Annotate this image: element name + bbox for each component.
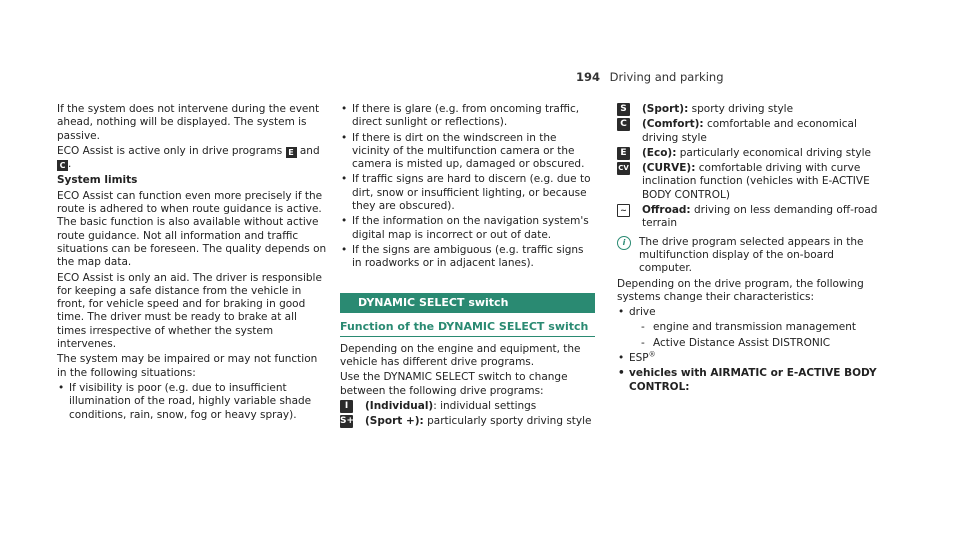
paragraph-impaired: The system may be impaired or may not function in the following situations: [57, 353, 318, 379]
mode-individual: I (Individual): individual settings [340, 400, 595, 413]
paragraph-aid: ECO Assist is only an aid. The driver is responsible for keeping a safe distance from the vehicle in front, for vehicle speed and for braking in good time. The driver must be ready to brake at all times irrespective of whether the system intervenes. [57, 271, 322, 351]
mode-desc: individual settings [440, 400, 537, 413]
paragraph-equipment: Depending on the engine and equipment, the vehicle has different drive programs. [340, 342, 581, 369]
section-banner: DYNAMIC SELECT switch [340, 293, 595, 313]
note-text: The drive program selected appears in the multifunction display of the on-board computer. [639, 235, 864, 275]
list-item: • If the information on the navigation system's digital map is incorrect or out of date. [340, 215, 595, 242]
list-item: • If the signs are ambiguous (e.g. traffic signs in roadworks or in adjacent lanes). [340, 244, 595, 271]
mode-desc: particularly economical driving style [679, 146, 871, 159]
list-item-drive: • drive - engine and transmission management - Active Distance Assist DISTRONIC [617, 306, 882, 350]
impaired-list [57, 382, 327, 422]
offroad-mode-icon: ~ [617, 204, 630, 217]
section-title: Driving and parking [609, 70, 724, 84]
mode-name: Offroad: [642, 204, 691, 217]
mode-sport [617, 103, 882, 116]
paragraph-passive: If the system does not intervene during the event ahead, nothing will be displayed. The system is passive. [57, 103, 320, 142]
mode-desc: comfortable driving with curve inclination function (vehicles with E-ACTIVE BODY CONTROL) [642, 162, 870, 201]
mode-name: (Comfort): [642, 118, 704, 131]
list-item: • If visibility is poor (e.g. due to insufficient illumination of the road, highly variable shade conditions, rain, snow, fog or heavy spray). [57, 382, 327, 422]
list-item: - engine and transmission management [641, 321, 882, 334]
individual-mode-icon: I [340, 400, 353, 413]
list-item-esp: • ESP® [617, 352, 882, 365]
list-item: • If there is dirt on the windscreen in the vicinity of the multifunction camera or the camera is misted up, damaged or obscured. [340, 132, 595, 172]
mode-sport-plus [340, 415, 595, 428]
subsection-heading: Function of the DYNAMIC SELECT switch [340, 320, 595, 337]
mode-name: (Sport +): [365, 415, 424, 428]
mode-curve [617, 162, 882, 202]
comfort-program-icon: C [57, 160, 68, 171]
registered-mark: ® [648, 350, 656, 359]
mode-desc: comfortable and economical driving style [642, 118, 857, 144]
mode-eco [617, 147, 882, 160]
list-item: - Active Distance Assist DISTRONIC [641, 337, 882, 350]
comfort-mode-icon: C [617, 118, 630, 131]
list-item: • If there is glare (e.g. from oncoming traffic, direct sunlight or reflections). [340, 103, 595, 130]
column-left [57, 103, 327, 424]
info-icon: i [617, 236, 631, 250]
info-note [617, 236, 882, 276]
paragraph-eco-active: ECO Assist is active only in drive programs E and C . [57, 144, 320, 171]
mode-name: (Sport): [642, 103, 689, 115]
drive-sublist [629, 321, 882, 350]
paragraph-limits: ECO Assist can function even more precisely if the route is adhered to when route guidance is active. The basic function is also available without active route guidance. Not all information and traffic situations can be foreseen. The quality depends on the map data. [57, 189, 327, 269]
page-number: 194 [576, 70, 601, 84]
eco-mode-icon: E [617, 147, 630, 160]
mode-name: (CURVE): [642, 162, 696, 175]
mode-comfort [617, 118, 882, 145]
system-limits-heading: System limits [57, 174, 138, 187]
paragraph-switch: Use the DYNAMIC SELECT switch to change between the following drive programs: [340, 371, 568, 397]
impaired-list-continued [340, 103, 595, 271]
list-item-airmatic: • vehicles with AIRMATIC or E-ACTIVE BODY CONTROL: [617, 367, 882, 394]
column-middle [340, 103, 595, 431]
page-header [576, 71, 724, 84]
sport-mode-icon: S [617, 103, 630, 116]
systems-list [617, 306, 882, 394]
mode-name: (Eco): [642, 146, 677, 159]
mode-desc: driving on less demanding off-road terrain [642, 204, 878, 230]
mode-desc: sporty driving style [691, 103, 794, 115]
eco-program-icon: E [286, 147, 297, 158]
mode-offroad [617, 204, 882, 231]
curve-mode-icon: CV [617, 162, 630, 175]
list-item: • If traffic signs are hard to discern (e.g. due to dirt, snow or insufficient lighting, or because they are obscured). [340, 173, 595, 213]
paragraph-characteristics: Depending on the drive program, the following systems change their characteristics: [617, 277, 864, 303]
sport-plus-mode-icon: S+ [340, 416, 355, 427]
mode-name: (Individual) [365, 400, 434, 413]
column-right [617, 103, 882, 396]
mode-desc: particularly sporty driving style [427, 415, 592, 428]
